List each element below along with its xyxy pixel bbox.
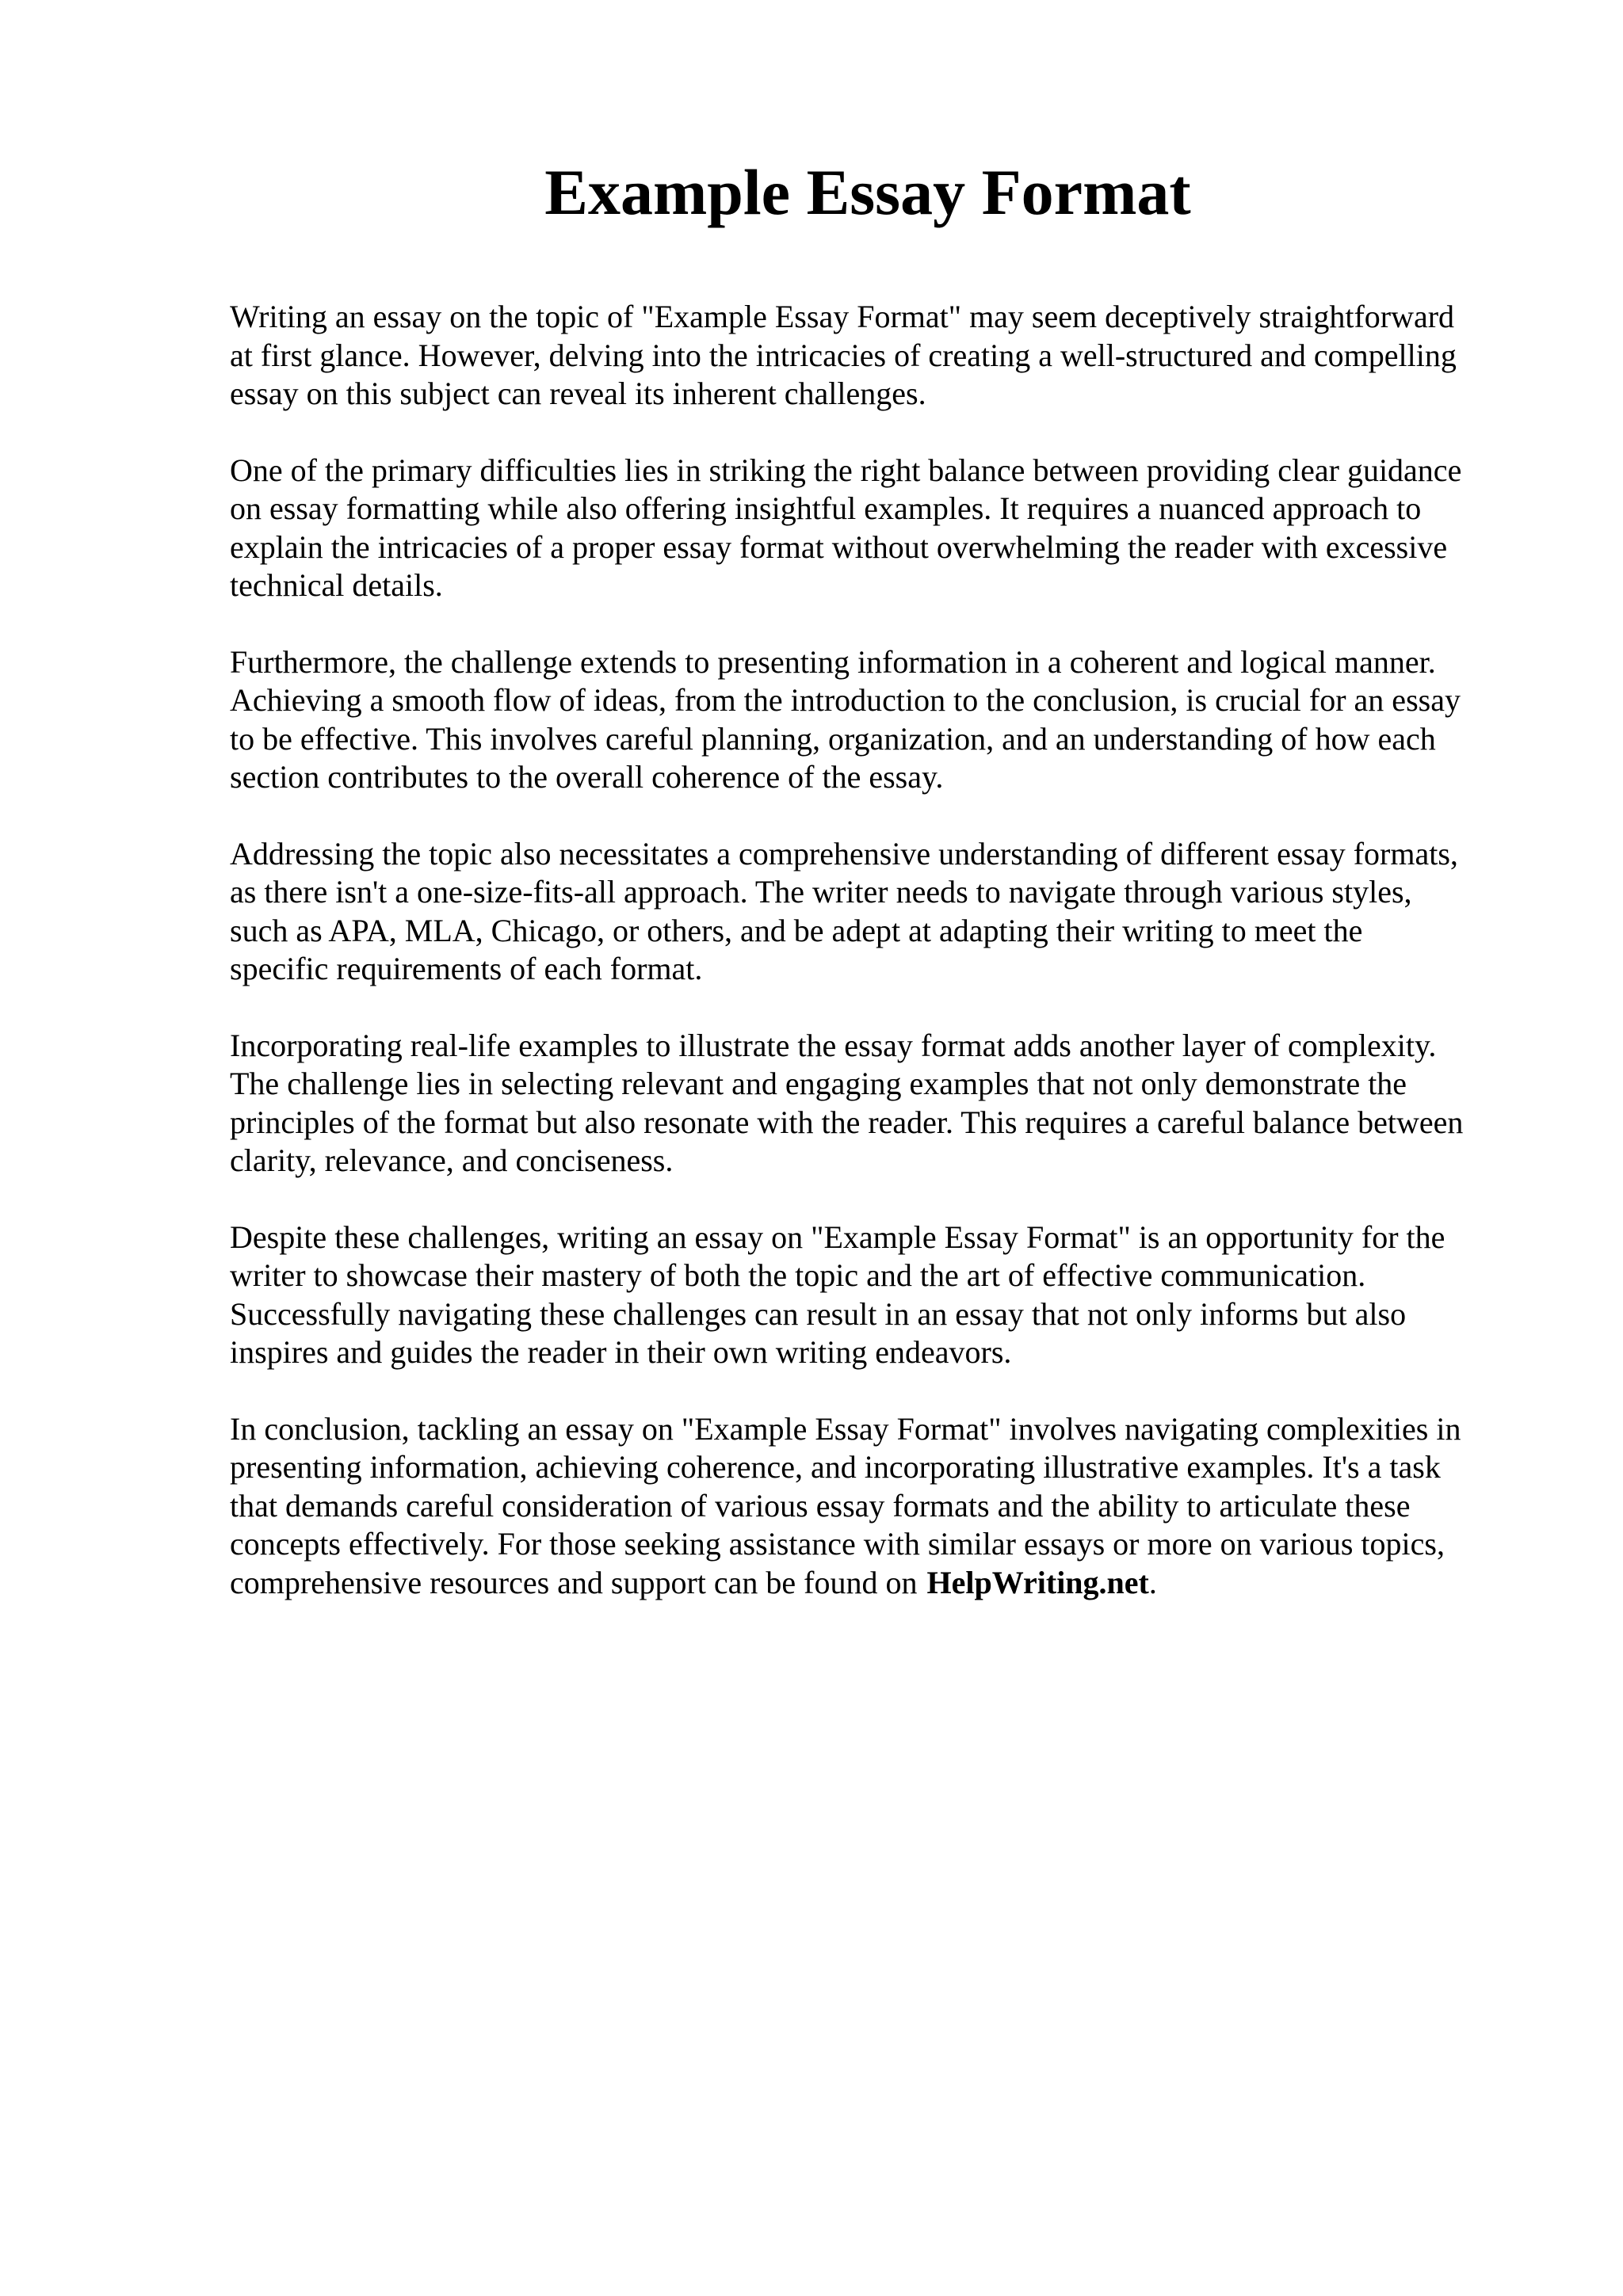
paragraph-3 [230, 643, 1545, 797]
text-line: to be effective. This involves careful planning, organization, and an understanding of how each [230, 720, 1436, 757]
text-line: clarity, relevance, and conciseness. [230, 1142, 674, 1178]
text-line: essay on this subject can reveal its inherent challenges. [230, 376, 926, 411]
text-line: specific requirements of each format. [230, 951, 703, 986]
text-line: Incorporating real-life examples to illustrate the essay format adds another layer of complexity. [230, 1027, 1437, 1063]
text-line: as there isn't a one-size-fits-all approach. The writer needs to navigate through various styles, [230, 874, 1412, 910]
final-text-line [230, 1564, 1545, 1603]
text-line: Successfully navigating these challenges can result in an essay that not only informs but also [230, 1295, 1407, 1332]
document-title: Example Essay Format [544, 156, 1191, 228]
text-line: The challenge lies in selecting relevant and engaging examples that not only demonstrate the [230, 1066, 1407, 1101]
helpwriting-brand-link[interactable]: HelpWriting.net [926, 1564, 1149, 1600]
text-line: In conclusion, tackling an essay on "Example Essay Format" involves navigating complexities in [230, 1410, 1461, 1447]
text-line: writer to showcase their mastery of both the topic and the art of effective communication. [230, 1257, 1366, 1293]
text-line: that demands careful consideration of various essay formats and the ability to articulate these [230, 1487, 1411, 1524]
final-line-text: comprehensive resources and support can be found on [230, 1564, 918, 1600]
paragraph-5 [230, 1027, 1545, 1180]
text-line: Achieving a smooth flow of ideas, from the introduction to the conclusion, is crucial for an essay [230, 682, 1461, 718]
text-line: One of the primary difficulties lies in striking the right balance between providing clear guidance [230, 452, 1462, 488]
text-line: Addressing the topic also necessitates a comprehensive understanding of different essay formats, [230, 835, 1458, 871]
paragraph-4 [230, 835, 1545, 989]
text-line: technical details. [230, 567, 443, 603]
paragraph-1 [230, 298, 1545, 414]
text-line: Despite these challenges, writing an essay on "Example Essay Format" is an opportunity for the [230, 1219, 1445, 1255]
text-line: explain the intricacies of a proper essay format without overwhelming the reader with excessive [230, 528, 1448, 565]
text-line: at first glance. However, delving into the intricacies of creating a well-structured and compelling [230, 337, 1457, 373]
text-line: Writing an essay on the topic of "Example Essay Format" may seem deceptively straightforward [230, 299, 1455, 334]
text-line: principles of the format but also resonate with the reader. This requires a careful balance between [230, 1104, 1464, 1140]
text-line: Furthermore, the challenge extends to presenting information in a coherent and logical manner. [230, 643, 1436, 680]
text-line: inspires and guides the reader in their own writing endeavors. [230, 1334, 1012, 1370]
essay-body [230, 298, 1545, 1640]
text-line: presenting information, achieving coherence, and incorporating illustrative examples. It's a task [230, 1449, 1441, 1485]
final-line-end: . [1148, 1564, 1157, 1600]
paragraph-6 [230, 1219, 1545, 1372]
paragraph-2 [230, 452, 1545, 605]
paragraph-7 [230, 1410, 1545, 1603]
text-line: section contributes to the overall coherence of the essay. [230, 759, 944, 795]
text-line: on essay formatting while also offering insightful examples. It requires a nuanced approach to [230, 490, 1422, 526]
text-line: such as APA, MLA, Chicago, or others, and be adept at adapting their writing to meet the [230, 912, 1363, 948]
text-line: concepts effectively. For those seeking assistance with similar essays or more on various topics, [230, 1526, 1445, 1562]
